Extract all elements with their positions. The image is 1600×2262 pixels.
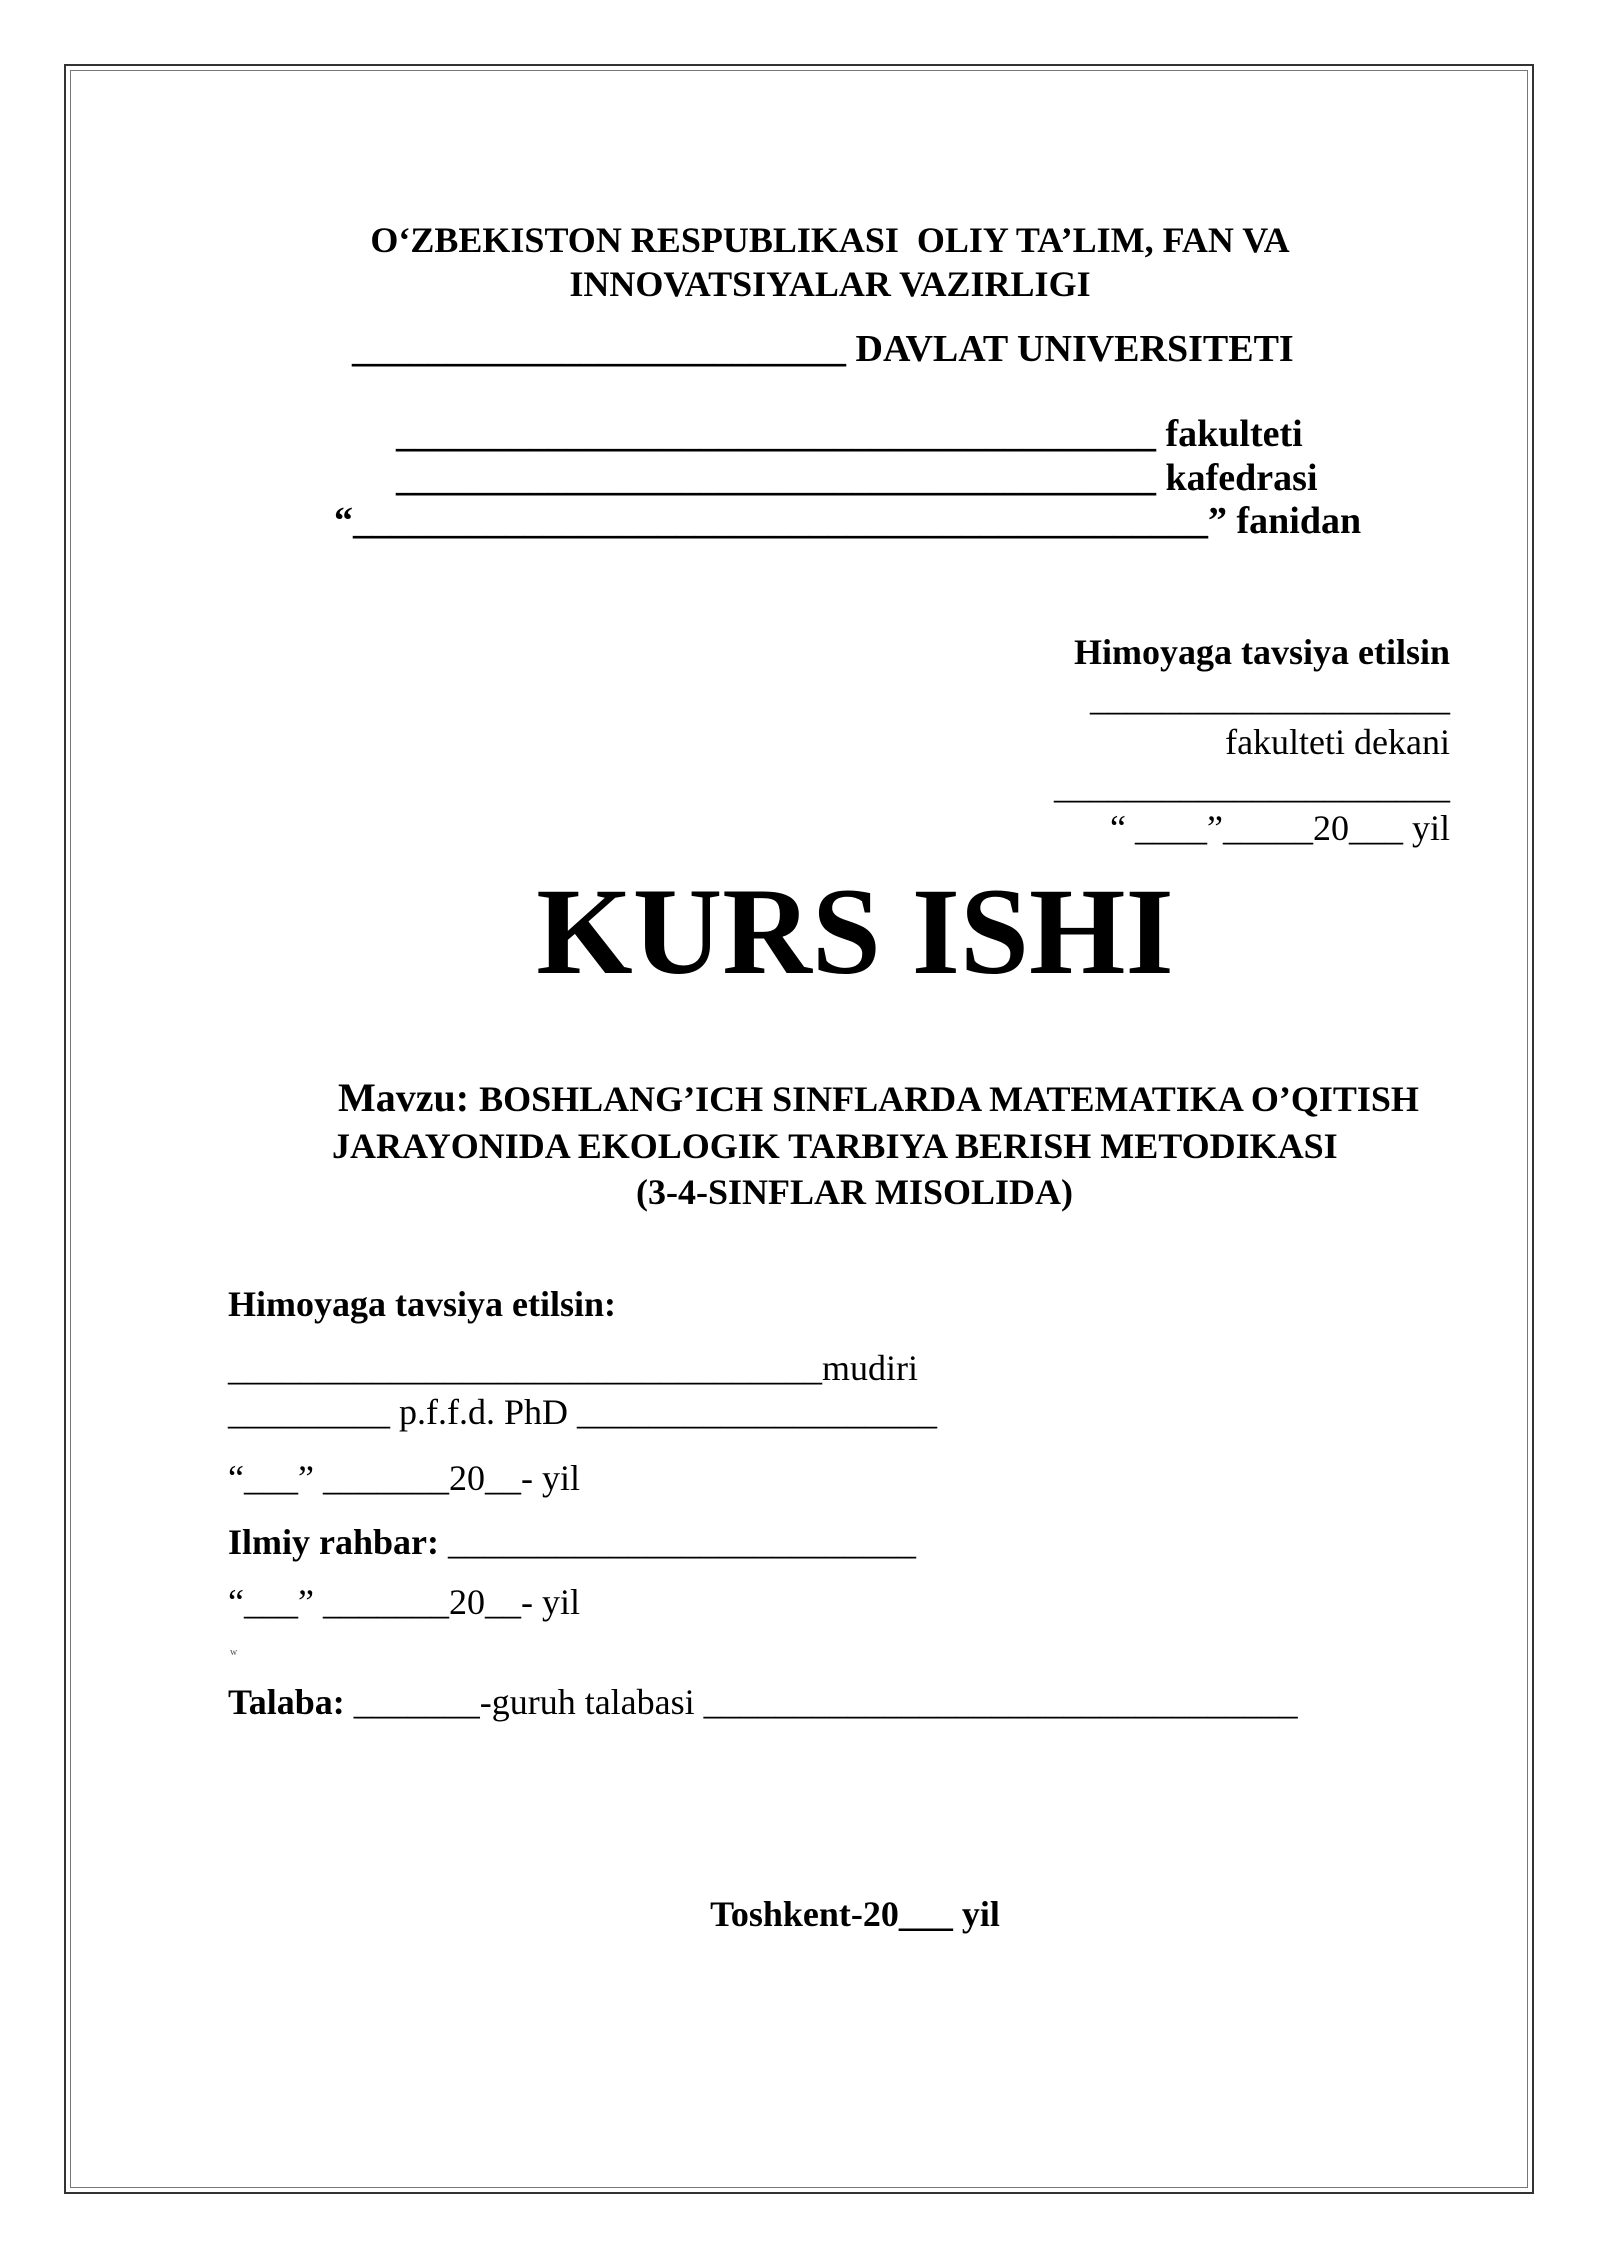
document-title: KURS ISHI: [536, 863, 1174, 1000]
tiny-mark: w: [230, 1647, 238, 1658]
topic-line-1: [338, 1075, 1419, 1120]
approval-signature-line: ______________________: [1054, 766, 1450, 806]
topic-line-2: JARAYONIDA EKOLOGIK TARBIYA BERISH METODIKASI: [332, 1126, 1338, 1166]
supervisor-row: [228, 1524, 916, 1560]
topic-prefix: Mavzu:: [338, 1075, 480, 1120]
ministry-line-2: INNOVATSIYALAR VAZIRLIGI: [569, 264, 1091, 304]
chair-line: ________________________________________ kafedrasi: [396, 457, 1318, 499]
supervisor-label: Ilmiy rahbar:: [228, 1522, 439, 1562]
student-line: _______-guruh talabasi _________________________________: [344, 1682, 1298, 1722]
approval-name-line: ____________________: [1090, 678, 1450, 718]
place-year: Toshkent-20___ yil: [710, 1894, 1000, 1934]
supervisor-line: __________________________: [439, 1522, 916, 1562]
approval-date-1: “___” _______20__- yil: [228, 1458, 580, 1498]
degree-line: _________ p.f.f.d. PhD ____________________: [228, 1392, 937, 1432]
student-row: [228, 1684, 1298, 1720]
subject-line: “_____________________________________________” fanidan: [334, 500, 1362, 542]
topic-line-3: (3-4-SINFLAR MISOLIDA): [636, 1172, 1074, 1212]
approval-date-2: “___” _______20__- yil: [228, 1582, 580, 1622]
approval-heading: Himoyaga tavsiya etilsin: [1074, 632, 1450, 672]
approval-date: “ ____”_____20___ yil: [1110, 808, 1450, 848]
university-line: __________________________ DAVLAT UNIVERSITETI: [352, 328, 1294, 370]
ministry-line-1: O‘ZBEKISTON RESPUBLIKASI OLIY TA’LIM, FAN VA: [370, 220, 1290, 260]
faculty-line: ________________________________________ fakulteti: [396, 413, 1303, 455]
approval-role: fakulteti dekani: [1225, 722, 1450, 762]
head-line: _________________________________mudiri: [228, 1348, 918, 1388]
student-label: Talaba:: [228, 1682, 345, 1722]
topic-text-1: BOSHLANG’ICH SINFLARDA MATEMATIKA O’QITISH: [479, 1079, 1419, 1119]
approval-bottom-heading: Himoyaga tavsiya etilsin:: [228, 1284, 616, 1324]
